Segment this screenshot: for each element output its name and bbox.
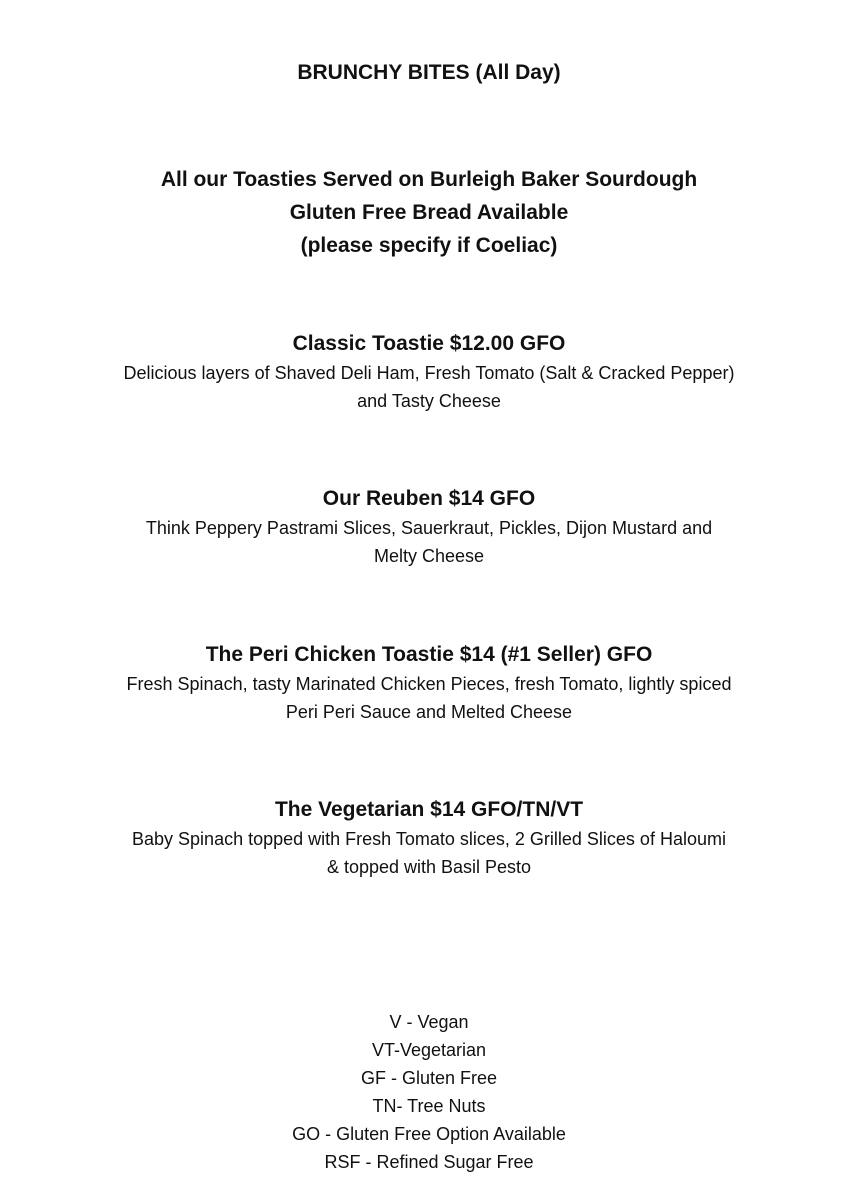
menu-item-description xyxy=(0,359,858,415)
menu-title: BRUNCHY BITES (All Day) xyxy=(297,61,561,84)
description-line: Fresh Spinach, tasty Marinated Chicken Pieces, fresh Tomato, lightly spiced xyxy=(126,674,732,694)
legend-entry: RSF - Refined Sugar Free xyxy=(324,1152,534,1172)
intro-line: Gluten Free Bread Available xyxy=(289,201,569,224)
menu-item-classic-toastie xyxy=(0,329,858,415)
menu-item-name: The Peri Chicken Toastie $14 (#1 Seller) GFO xyxy=(205,643,653,666)
menu-item-name: The Vegetarian $14 GFO/TN/VT xyxy=(274,798,584,821)
menu-item-name: Classic Toastie $12.00 GFO xyxy=(292,332,566,355)
legend-entry: GF - Gluten Free xyxy=(360,1068,498,1088)
description-line: Melty Cheese xyxy=(373,546,485,566)
description-line: & topped with Basil Pesto xyxy=(326,857,532,877)
intro-line: All our Toasties Served on Burleigh Baker Sourdough xyxy=(160,168,698,191)
description-line: Think Peppery Pastrami Slices, Sauerkraut, Pickles, Dijon Mustard and xyxy=(145,518,713,538)
description-line: Peri Peri Sauce and Melted Cheese xyxy=(285,702,573,722)
intro-line: (please specify if Coeliac) xyxy=(300,234,558,257)
intro-notice xyxy=(0,163,858,262)
menu-item-description xyxy=(0,825,858,881)
menu-item-description xyxy=(0,514,858,570)
menu-item-name: Our Reuben $14 GFO xyxy=(322,487,536,510)
menu-item-vegetarian xyxy=(0,795,858,881)
menu-item-peri-chicken xyxy=(0,640,858,726)
menu-item-reuben xyxy=(0,484,858,570)
description-line: Baby Spinach topped with Fresh Tomato slices, 2 Grilled Slices of Haloumi xyxy=(132,829,726,849)
description-line: Delicious layers of Shaved Deli Ham, Fresh Tomato (Salt & Cracked Pepper) xyxy=(123,363,735,383)
dietary-legend xyxy=(0,1008,858,1176)
legend-entry: GO - Gluten Free Option Available xyxy=(292,1124,566,1144)
legend-entry: V - Vegan xyxy=(389,1012,469,1032)
menu-item-description xyxy=(0,670,858,726)
legend-entry: TN- Tree Nuts xyxy=(372,1096,486,1116)
description-line: and Tasty Cheese xyxy=(357,391,501,411)
legend-entry: VT-Vegetarian xyxy=(371,1040,487,1060)
